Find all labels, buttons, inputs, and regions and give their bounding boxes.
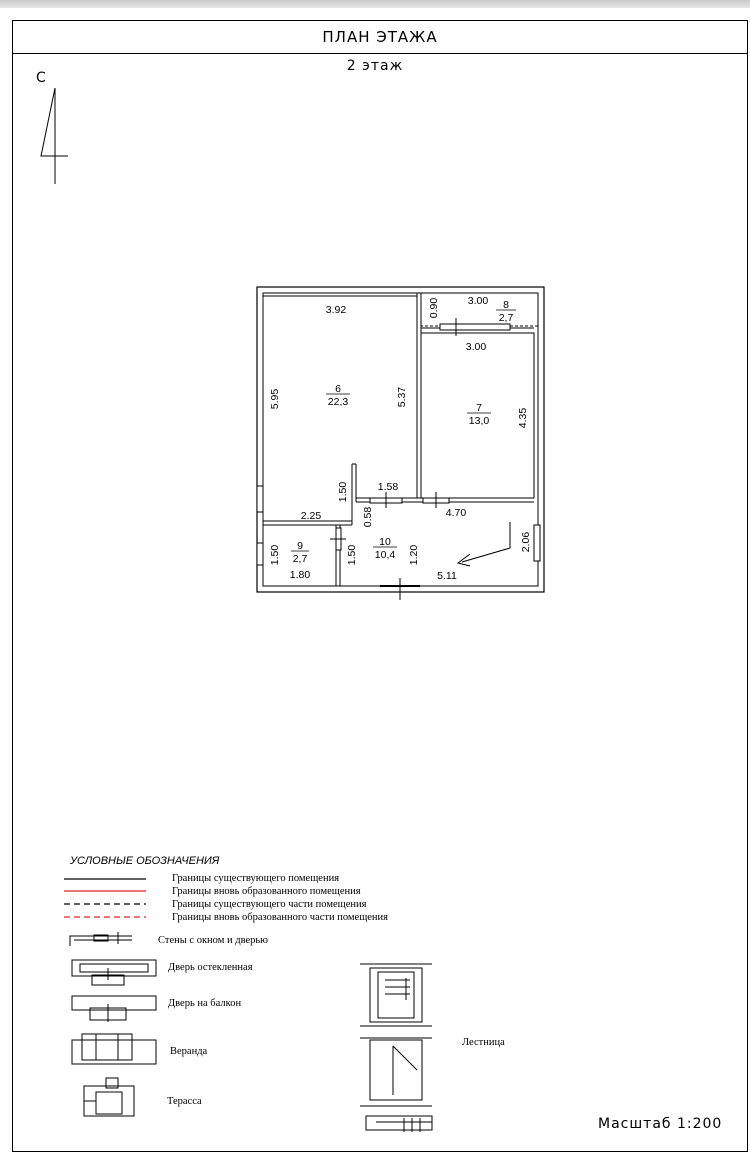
dim-r8-width: 3.00: [467, 295, 489, 307]
wall-window-door-icon: [70, 932, 132, 946]
room-9-number: 9: [297, 540, 303, 552]
dim-r9-left: 1.50: [269, 544, 281, 566]
scale-label: Масштаб 1:200: [598, 1116, 723, 1132]
terrace-icon: [84, 1078, 134, 1116]
legend-title: УСЛОВНЫЕ ОБОЗНАЧЕНИЯ: [70, 855, 220, 867]
dim-corridor-small: 0.58: [362, 506, 374, 528]
room-6-number: 6: [335, 383, 341, 395]
balcony-door-icon: [72, 996, 156, 1022]
legend-stairs-label: Лестница: [462, 1037, 505, 1048]
dim-r7-height: 4.35: [517, 407, 529, 429]
veranda-icon: [72, 1034, 156, 1064]
legend-line-1: Границы существующего помещения: [172, 873, 340, 884]
dim-corridor-top: 1.58: [377, 481, 399, 493]
room-7-area: 13,0: [468, 415, 490, 427]
dimension-labels: [269, 295, 532, 582]
dim-r6-bottom: 2.25: [300, 510, 322, 522]
legend-line-3: Границы существующего части помещения: [172, 899, 367, 910]
room-9-area: 2,7: [292, 553, 308, 565]
dim-r6-top: 3.92: [325, 304, 347, 316]
stairs-arrow-icon: [458, 522, 510, 566]
legend-veranda-label: Веранда: [170, 1046, 208, 1057]
room-10-number: 10: [379, 536, 391, 548]
legend-balcony-door-label: Дверь на балкон: [168, 998, 242, 1009]
dim-r10-bottom: 5.11: [437, 570, 457, 582]
legend-terrace-label: Терасса: [167, 1096, 202, 1107]
room-6-area: 22,3: [327, 396, 349, 408]
dim-r6-right: 5.37: [396, 386, 408, 408]
legend-line-4: Границы вновь образованного части помещения: [172, 912, 389, 923]
legend-walls-label: Стены с окном и дверью: [158, 935, 269, 946]
plan-title: ПЛАН ЭТАЖА: [322, 27, 438, 46]
dim-r7-bottom: 4.70: [445, 507, 467, 519]
dim-r10-door: 1.20: [408, 544, 420, 566]
north-label: С: [36, 70, 46, 86]
dim-r9-bottom: 1.80: [289, 569, 311, 581]
room-10-area: 10,4: [374, 549, 396, 561]
legend-glazed-door-label: Дверь остекленная: [168, 962, 253, 973]
room-8-area: 2,7: [498, 312, 514, 324]
legend-line-samples: [64, 879, 146, 917]
room-8-number: 8: [503, 299, 509, 311]
floor-label: 2 этаж: [346, 58, 404, 74]
dim-niche-height: 1.50: [337, 481, 349, 503]
dim-r9-right: 1.50: [346, 544, 358, 566]
dim-r6-left: 5.95: [269, 388, 281, 410]
glazed-door-icon: [72, 960, 156, 985]
north-arrow-icon: [36, 70, 68, 184]
dim-r10-right: 2.06: [520, 531, 532, 553]
room-7-number: 7: [476, 402, 482, 414]
legend-line-2: Границы вновь образованного помещения: [172, 886, 361, 897]
dim-r8-height: 0.90: [428, 297, 440, 319]
stairs-icon: [360, 964, 432, 1132]
dim-r7-top: 3.00: [465, 341, 487, 353]
